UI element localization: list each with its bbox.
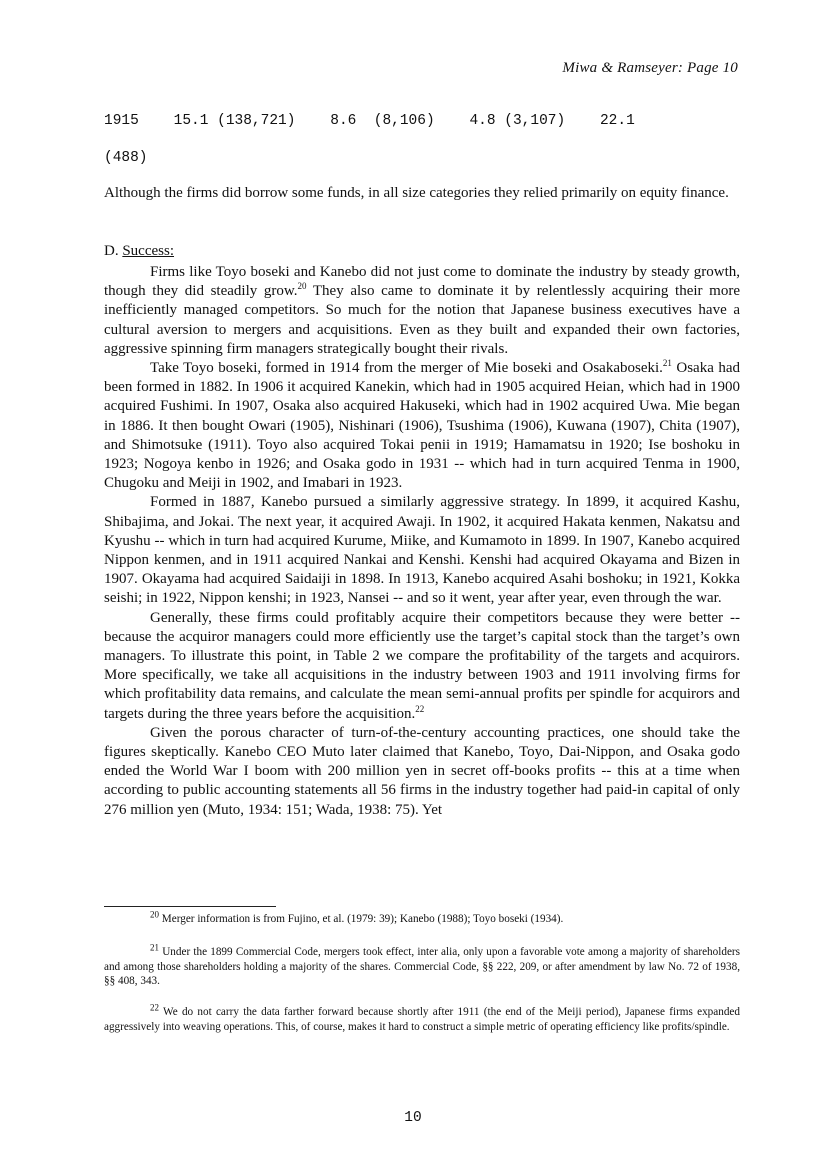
table-row-wrap: (488) bbox=[104, 150, 148, 166]
table-row-fragment: 1915 15.1 (138,721) 8.6 (8,106) 4.8 (3,107) 22.1 bbox=[104, 113, 635, 129]
paragraph bbox=[104, 724, 740, 820]
paragraph-text: Osaka had been formed in 1882. In 1906 it acquired Kanekin, which had in 1905 acquired Heian, which had in 1900 acquired Fushimi. In 1907, Osaka also acquired Hakuseki, which had in 1902 acquired Uwa. Mie began in 1886. It then bought Owari (1905), Nishinari (1906), Tsushima (1906), Kuwana (1907), Chita (1907), and Shimotsuke (1911). Toyo also acquired Tokai penii in 1919; Hamamatsu in 1920; Ise boshoku in 1923; Nogoya kenbo in 1926; and Osaka godo in 1931 -- which had in turn acquired Tenma in 1900, Chugoku and Meiji in 1902, and Imabari in 1923. bbox=[104, 360, 740, 492]
page-number: 10 bbox=[404, 1110, 422, 1126]
section-title: Success: bbox=[122, 243, 175, 259]
paragraph bbox=[104, 263, 740, 359]
paragraph bbox=[104, 493, 740, 608]
footnote-text: We do not carry the data farther forward because shortly after 1911 (the end of the Meiji period), Japanese firms expanded aggressively into weaving operations. This, of course, makes it hard to construct a simple metric of operating efficiency like profits/spindle. bbox=[104, 1006, 740, 1033]
footnote-ref[interactable]: 20 bbox=[297, 281, 307, 292]
section-heading bbox=[104, 243, 174, 260]
footnote bbox=[104, 942, 740, 989]
footnote bbox=[104, 1002, 740, 1034]
paragraph-text: Given the porous character of turn-of-the-century accounting practices, one should take the figures skeptically. Kanebo CEO Muto later claimed that Kanebo, Toyo, Dai-Nippon, and Osaka godo ended the World War I boom with 200 million yen in secret off-books profits -- this at a time when according to public accounting statements all 56 firms in the industry together had paid-in capital of only 276 million yen (Muto, 1934: 151; Wada, 1938: 75). Yet bbox=[104, 724, 740, 818]
footnote-text: Merger information is from Fujino, et al. (1979: 39); Kanebo (1988); Toyo boseki (1934). bbox=[159, 913, 564, 925]
body-text bbox=[104, 263, 740, 820]
running-head: Miwa & Ramseyer: Page 10 bbox=[562, 60, 738, 76]
paragraph bbox=[104, 609, 740, 724]
paragraph bbox=[104, 359, 740, 493]
section-letter: D. bbox=[104, 243, 119, 259]
footnote-text: Under the 1899 Commercial Code, mergers took effect, inter alia, only upon a favorable vote among a majority of shareholders and among those shareholders holding a majority of the shares. Commercial Code, §§ 222, 209, or after amendment by law No. 72 of 1938, §§ 408, 343. bbox=[104, 946, 740, 988]
footnote-number: 20 bbox=[150, 909, 159, 920]
footnote-number: 21 bbox=[150, 942, 159, 953]
footnote-number: 22 bbox=[150, 1002, 159, 1013]
footnote-ref[interactable]: 21 bbox=[662, 358, 672, 369]
paragraph-text: Generally, these firms could profitably acquire their competitors because they were better -- because the acquiror managers could more efficiently use the target’s capital stock than the target’s own managers. To illustrate this point, in Table 2 we compare the profitability of the targets and acquirors. More specifically, we take all acquisitions in the industry between 1903 and 1911 involving firms for which profitability data remains, and calculate the mean semi-annual profits per spindle for acquirors and targets during the three years before the acquisition. bbox=[104, 609, 740, 722]
footnote-divider bbox=[104, 906, 276, 907]
paragraph-text: Firms like Toyo boseki and Kanebo did not just come to dominate the industry by steady growth, though they did steadily grow. bbox=[104, 264, 740, 300]
intro-paragraph: Although the firms did borrow some funds, in all size categories they relied primarily on equity finance. bbox=[104, 185, 729, 201]
paragraph-text: Formed in 1887, Kanebo pursued a similarly aggressive strategy. In 1899, it acquired Kashu, Shibajima, and Jokai. The next year, it acquired Awaji. In 1902, it acquired Hakata kenmen, Nakatsu and Kyushu -- which in turn had acquired Kurume, Miike, and Kumamoto in 1899. In 1907, Kanebo acquired Nippon kenmen, and in 1911 acquired Nankai and Kenshi. Kenshi had acquired Okayama and Bizen in 1907. Okayama had acquired Saidaiji in 1898. In 1913, Kanebo acquired Asahi boshoku; in 1921, Kokka seishi; in 1922, Nippon kenshi; in 1923, Nansei -- and so it went, year after year, even through the war. bbox=[104, 494, 740, 607]
footnote-ref[interactable]: 22 bbox=[415, 703, 425, 714]
footnote bbox=[104, 909, 740, 927]
paragraph-text: They also came to dominate it by relentlessly acquiring their more inefficiently managed competitors. So much for the notion that Japanese business executives have a cultural aversion to mergers and acquisitions. Even as they built and expanded their own factories, aggressive spinning firm managers strategically bought their rivals. bbox=[104, 283, 740, 357]
paragraph-text: Take Toyo boseki, formed in 1914 from the merger of Mie boseki and Osakaboseki. bbox=[150, 360, 663, 377]
